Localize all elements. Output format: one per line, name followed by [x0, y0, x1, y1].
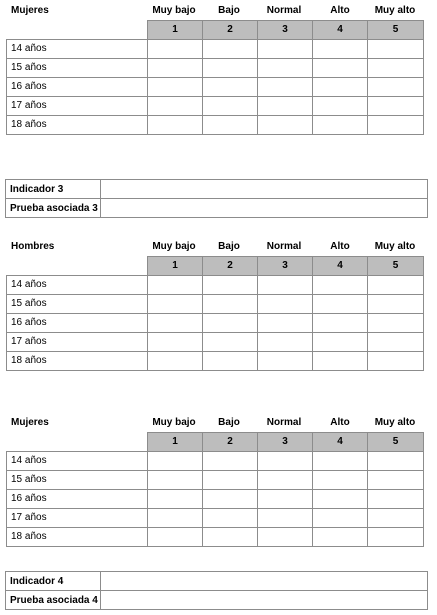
rating-cell[interactable]: [368, 508, 424, 527]
rating-cell[interactable]: [258, 489, 313, 508]
rating-cell[interactable]: [368, 470, 424, 489]
scale-number: 3: [258, 21, 313, 40]
indicator-row: [6, 572, 428, 591]
rating-cell[interactable]: [203, 470, 258, 489]
table-row: [7, 115, 424, 134]
blank-corner: [7, 21, 148, 40]
rating-cell[interactable]: [258, 313, 313, 332]
rating-cell[interactable]: [258, 470, 313, 489]
scale-number: 3: [258, 257, 313, 276]
rating-cell[interactable]: [148, 294, 203, 313]
rating-cell[interactable]: [313, 451, 368, 470]
indicator-row: [6, 591, 428, 610]
table-row: [7, 58, 424, 77]
rating-cell[interactable]: [313, 275, 368, 294]
level-label: Muy bajo: [152, 5, 196, 16]
rating-cell[interactable]: [258, 115, 313, 134]
rating-cell[interactable]: [368, 39, 424, 58]
rating-cell[interactable]: [313, 58, 368, 77]
rating-cell[interactable]: [368, 527, 424, 546]
rating-cell[interactable]: [313, 351, 368, 370]
level-label: Muy bajo: [152, 417, 196, 428]
scale-number: 5: [368, 21, 424, 40]
table-row: [7, 275, 424, 294]
level-label: Muy alto: [374, 241, 416, 252]
rating-cell[interactable]: [368, 96, 424, 115]
rating-grid: [6, 256, 424, 371]
rating-cell[interactable]: [258, 294, 313, 313]
rating-cell[interactable]: [203, 58, 258, 77]
level-label: Normal: [266, 417, 302, 428]
rating-grid: [6, 432, 424, 547]
scale-number: 4: [313, 21, 368, 40]
rating-cell[interactable]: [313, 39, 368, 58]
group-label: Mujeres: [11, 5, 49, 16]
rating-cell[interactable]: [258, 77, 313, 96]
rating-cell[interactable]: [258, 275, 313, 294]
group-label: Mujeres: [11, 417, 49, 428]
rating-cell[interactable]: [203, 351, 258, 370]
rating-cell[interactable]: [313, 332, 368, 351]
indicator-row: [6, 180, 428, 199]
scale-row: [7, 433, 424, 452]
table-row: [7, 508, 424, 527]
indicator-table: [5, 571, 428, 610]
level-label: Bajo: [218, 5, 240, 16]
rating-cell[interactable]: [368, 115, 424, 134]
level-label: Normal: [266, 5, 302, 16]
rating-cell[interactable]: [148, 470, 203, 489]
rating-cell[interactable]: [148, 313, 203, 332]
rating-cell[interactable]: [148, 332, 203, 351]
rating-cell[interactable]: [313, 96, 368, 115]
age-label: 17 años: [7, 508, 148, 527]
level-label: Alto: [330, 417, 350, 428]
rating-cell[interactable]: [368, 351, 424, 370]
rating-cell[interactable]: [203, 96, 258, 115]
table-row: [7, 470, 424, 489]
level-label: Muy alto: [374, 5, 416, 16]
table-row: [7, 451, 424, 470]
rating-cell[interactable]: [148, 451, 203, 470]
table-row: [7, 332, 424, 351]
rating-cell[interactable]: [258, 332, 313, 351]
rating-cell[interactable]: [148, 115, 203, 134]
age-label: 17 años: [7, 332, 148, 351]
rating-cell[interactable]: [258, 96, 313, 115]
rating-cell[interactable]: [203, 39, 258, 58]
level-label: Muy alto: [374, 417, 416, 428]
rating-cell[interactable]: [368, 451, 424, 470]
rating-cell[interactable]: [258, 58, 313, 77]
level-label: Alto: [330, 241, 350, 252]
test-label: Prueba asociada 3: [6, 199, 101, 218]
age-label: 15 años: [7, 58, 148, 77]
table-row: [7, 313, 424, 332]
rating-cell[interactable]: [313, 313, 368, 332]
rating-cell[interactable]: [368, 313, 424, 332]
age-label: 16 años: [7, 313, 148, 332]
age-label: 16 años: [7, 77, 148, 96]
rating-cell[interactable]: [148, 508, 203, 527]
rating-cell[interactable]: [203, 527, 258, 546]
rating-cell[interactable]: [258, 451, 313, 470]
rating-cell[interactable]: [258, 351, 313, 370]
rating-cell[interactable]: [203, 313, 258, 332]
age-label: 14 años: [7, 451, 148, 470]
age-label: 15 años: [7, 470, 148, 489]
scale-number: 1: [148, 21, 203, 40]
indicator-table: [5, 179, 428, 218]
rating-cell[interactable]: [148, 275, 203, 294]
rating-cell[interactable]: [313, 77, 368, 96]
level-label: Bajo: [218, 417, 240, 428]
rating-cell[interactable]: [203, 77, 258, 96]
rating-cell[interactable]: [148, 96, 203, 115]
indicator-value-field[interactable]: [101, 180, 428, 199]
rating-cell[interactable]: [148, 527, 203, 546]
rating-cell[interactable]: [203, 294, 258, 313]
rating-cell[interactable]: [368, 332, 424, 351]
group-label: Hombres: [11, 241, 55, 252]
rating-cell[interactable]: [258, 527, 313, 546]
test-value-field[interactable]: [101, 199, 428, 218]
age-label: 14 años: [7, 39, 148, 58]
blank-corner: [7, 257, 148, 276]
test-label: Prueba asociada 4: [6, 591, 101, 610]
level-label: Muy bajo: [152, 241, 196, 252]
scale-number: 4: [313, 433, 368, 452]
age-label: 17 años: [7, 96, 148, 115]
scale-number: 4: [313, 257, 368, 276]
rating-cell[interactable]: [313, 294, 368, 313]
scale-row: [7, 257, 424, 276]
rating-cell[interactable]: [203, 451, 258, 470]
table-row: [7, 527, 424, 546]
rating-cell[interactable]: [313, 527, 368, 546]
blank-corner: [7, 433, 148, 452]
scale-number: 2: [203, 433, 258, 452]
table-row: [7, 77, 424, 96]
scale-number: 1: [148, 257, 203, 276]
rating-cell[interactable]: [368, 275, 424, 294]
age-label: 15 años: [7, 294, 148, 313]
table-row: [7, 351, 424, 370]
rating-cell[interactable]: [148, 58, 203, 77]
test-value-field[interactable]: [101, 591, 428, 610]
rating-cell[interactable]: [203, 489, 258, 508]
level-label: Normal: [266, 241, 302, 252]
rating-cell[interactable]: [368, 294, 424, 313]
rating-cell[interactable]: [203, 115, 258, 134]
rating-cell[interactable]: [148, 351, 203, 370]
indicator-row: [6, 199, 428, 218]
rating-cell[interactable]: [313, 470, 368, 489]
table-row: [7, 39, 424, 58]
age-label: 16 años: [7, 489, 148, 508]
table-row: [7, 489, 424, 508]
rating-cell[interactable]: [368, 489, 424, 508]
rating-cell[interactable]: [203, 275, 258, 294]
rating-cell[interactable]: [313, 489, 368, 508]
table-row: [7, 96, 424, 115]
age-label: 18 años: [7, 527, 148, 546]
scale-row: [7, 21, 424, 40]
level-label: Bajo: [218, 241, 240, 252]
level-label: Alto: [330, 5, 350, 16]
rating-grid: [6, 20, 424, 135]
rating-cell[interactable]: [203, 508, 258, 527]
table-row: [7, 294, 424, 313]
age-label: 18 años: [7, 351, 148, 370]
rating-cell[interactable]: [313, 508, 368, 527]
scale-number: 1: [148, 433, 203, 452]
rating-cell[interactable]: [368, 58, 424, 77]
rating-cell[interactable]: [148, 77, 203, 96]
scale-number: 2: [203, 21, 258, 40]
indicator-label: Indicador 4: [6, 572, 101, 591]
rating-cell[interactable]: [368, 77, 424, 96]
scale-number: 2: [203, 257, 258, 276]
rating-cell[interactable]: [203, 332, 258, 351]
rating-cell[interactable]: [148, 39, 203, 58]
scale-number: 5: [368, 257, 424, 276]
age-label: 14 años: [7, 275, 148, 294]
scale-number: 3: [258, 433, 313, 452]
rating-cell[interactable]: [258, 39, 313, 58]
rating-cell[interactable]: [313, 115, 368, 134]
indicator-value-field[interactable]: [101, 572, 428, 591]
age-label: 18 años: [7, 115, 148, 134]
scale-number: 5: [368, 433, 424, 452]
rating-cell[interactable]: [148, 489, 203, 508]
indicator-label: Indicador 3: [6, 180, 101, 199]
rating-cell[interactable]: [258, 508, 313, 527]
